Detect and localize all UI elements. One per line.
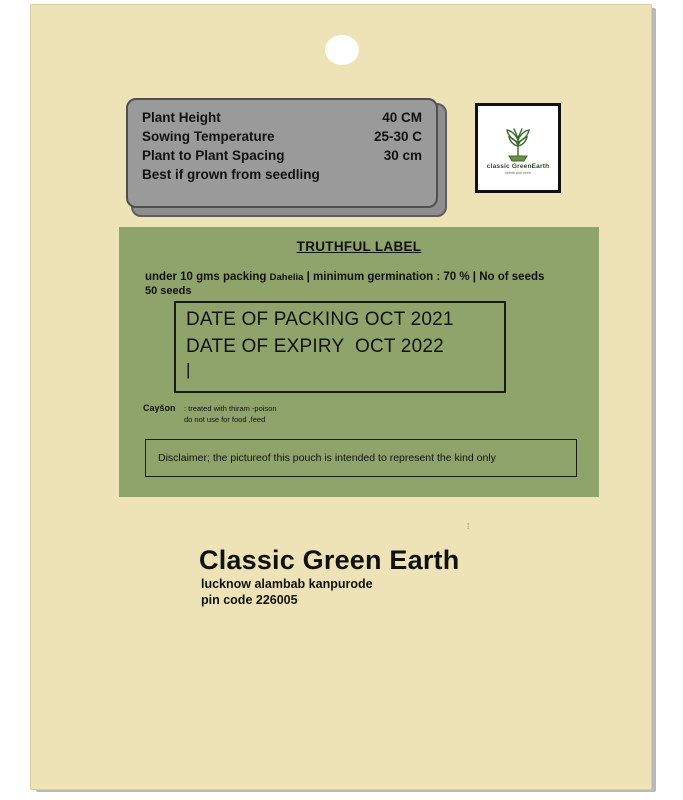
brand-address-line-2: pin code 226005 xyxy=(201,593,298,607)
seed-packet-body xyxy=(30,4,652,790)
brand-address-line-1: lucknow alambab kanpurode xyxy=(201,577,373,591)
packing-info-line xyxy=(145,269,585,286)
plant-sprout-icon xyxy=(497,122,539,162)
variety-name: Dahelia xyxy=(269,272,304,283)
plant-specs-box xyxy=(126,98,438,208)
date-of-expiry: DATE OF EXPIRY OCT 2022 xyxy=(186,336,444,357)
caution-line-2: do not use for food ,feed xyxy=(183,415,266,424)
logo-tagline: seeds and more xyxy=(505,170,531,175)
text-caret: | xyxy=(186,360,191,379)
caution-block xyxy=(143,403,583,425)
date-of-packing: DATE OF PACKING OCT 2021 xyxy=(186,309,454,330)
hang-hole xyxy=(325,35,359,65)
spec-label-plant-height: Plant Height xyxy=(142,110,221,125)
packing-weight-text: under 10 gms packing xyxy=(145,271,267,283)
spec-row xyxy=(142,146,422,165)
date-box xyxy=(174,301,506,393)
germination-text: | minimum germination : 70 % | No of seeds xyxy=(306,271,545,283)
spec-label-plant-spacing: Plant to Plant Spacing xyxy=(142,148,285,163)
spec-note: Best if grown from seedling xyxy=(142,167,320,182)
spec-value-plant-spacing: 30 cm xyxy=(383,148,422,163)
seeds-count: 50 seeds xyxy=(145,285,192,297)
brand-address xyxy=(201,576,373,608)
brand-name: Classic Green Earth xyxy=(199,545,460,575)
caution-label: Cayšon xyxy=(143,403,176,413)
brand-logo-box xyxy=(475,103,561,193)
spec-label-sowing-temperature: Sowing Temperature xyxy=(142,129,275,144)
spec-row xyxy=(142,108,422,127)
disclaimer-text: Disclaimer; the pictureof this pouch is intended to represent the kind only xyxy=(158,452,496,464)
spec-row xyxy=(142,127,422,146)
spec-value-sowing-temperature: 25-30 C xyxy=(373,129,422,144)
disclaimer-box xyxy=(145,439,577,477)
logo-name: classic GreenEarth xyxy=(486,162,550,170)
caution-line-1: : treated with thiram -poison xyxy=(183,404,277,413)
truthful-label-panel xyxy=(119,227,599,497)
spec-value-plant-height: 40 CM xyxy=(382,110,422,125)
vertical-dots-icon: ⁞ xyxy=(467,522,470,531)
truthful-label-title: TRUTHFUL LABEL xyxy=(296,239,422,254)
caution-lines xyxy=(184,403,277,425)
